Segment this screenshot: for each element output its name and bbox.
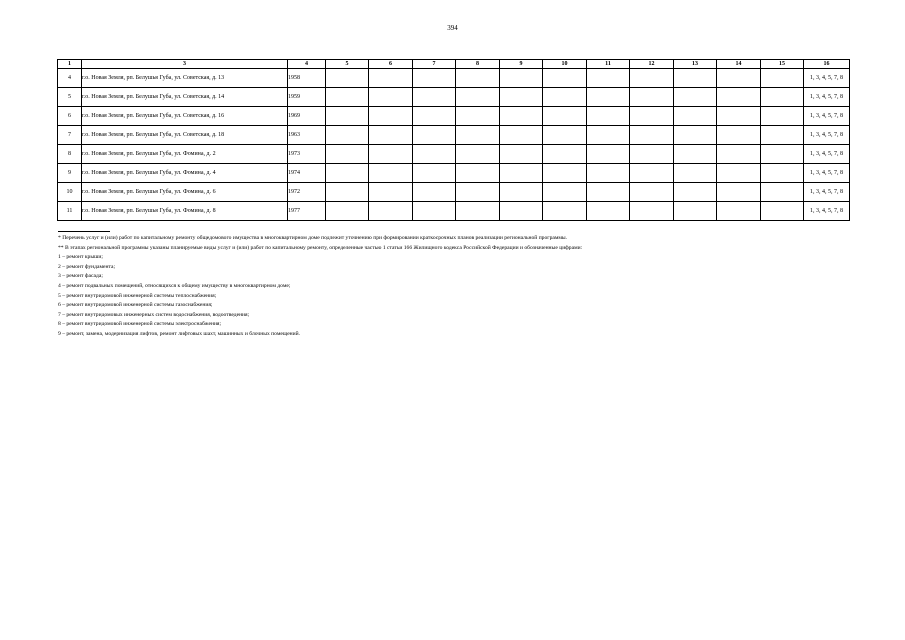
- column-header: 12: [630, 60, 674, 69]
- address-cell: г.о. Новая Земля, рп. Белушья Губа, ул. Советская, д. 16: [82, 107, 288, 126]
- row-number-cell: 6: [58, 107, 82, 126]
- year-cell: 1959: [288, 88, 326, 107]
- work-type-legend: [58, 253, 798, 339]
- empty-period-cell: [674, 126, 717, 145]
- empty-period-cell: [717, 126, 761, 145]
- column-header: 9: [500, 60, 543, 69]
- legend-item: 4 – ремонт подвальных помещений, относящихся к общему имуществу в многоквартирном доме;: [58, 282, 291, 289]
- empty-period-cell: [630, 126, 674, 145]
- empty-period-cell: [543, 183, 587, 202]
- table-header-row: [58, 60, 850, 69]
- empty-period-cell: [413, 88, 456, 107]
- legend-item: 6 – ремонт внутридомовой инженерной системы газоснабжения;: [58, 302, 213, 309]
- empty-period-cell: [543, 69, 587, 88]
- year-cell: 1958: [288, 69, 326, 88]
- work-types-cell: 1, 3, 4, 5, 7, 8: [804, 183, 850, 202]
- empty-period-cell: [543, 107, 587, 126]
- empty-period-cell: [500, 202, 543, 221]
- legend-item: 7 – ремонт внутридомовых инженерных систем водоснабжения, водоотведения;: [58, 311, 250, 318]
- empty-period-cell: [413, 183, 456, 202]
- legend-item: 9 – ремонт, замена, модернизация лифтов, ремонт лифтовых шахт, машинных и блочных помещений.: [58, 330, 301, 337]
- empty-period-cell: [761, 126, 804, 145]
- column-header: 16: [804, 60, 850, 69]
- empty-period-cell: [543, 145, 587, 164]
- empty-period-cell: [587, 126, 630, 145]
- empty-period-cell: [456, 107, 500, 126]
- legend-item: 2 – ремонт фундамента;: [58, 263, 116, 270]
- table-row: [58, 69, 850, 88]
- empty-period-cell: [500, 88, 543, 107]
- column-header: 14: [717, 60, 761, 69]
- year-cell: 1963: [288, 126, 326, 145]
- empty-period-cell: [587, 202, 630, 221]
- column-header: 6: [369, 60, 413, 69]
- empty-period-cell: [456, 69, 500, 88]
- empty-period-cell: [587, 183, 630, 202]
- empty-period-cell: [326, 88, 369, 107]
- column-header: 4: [288, 60, 326, 69]
- empty-period-cell: [674, 145, 717, 164]
- empty-period-cell: [456, 183, 500, 202]
- footnote-scope: * Перечень услуг и (или) работ по капитальному ремонту общедомового имущества в многоквартирном доме подлежит уточнению при формировании краткосрочных планов реализации региональной программы.: [58, 235, 568, 241]
- empty-period-cell: [674, 88, 717, 107]
- empty-period-cell: [456, 202, 500, 221]
- footnotes: [58, 234, 798, 340]
- table-row: [58, 107, 850, 126]
- legend-item: 5 – ремонт внутридомовой инженерной системы теплоснабжения;: [58, 292, 217, 299]
- empty-period-cell: [500, 69, 543, 88]
- empty-period-cell: [456, 126, 500, 145]
- empty-period-cell: [326, 126, 369, 145]
- empty-period-cell: [326, 202, 369, 221]
- empty-period-cell: [456, 145, 500, 164]
- address-cell: г.о. Новая Земля, рп. Белушья Губа, ул. Фомина, д. 4: [82, 164, 288, 183]
- empty-period-cell: [674, 183, 717, 202]
- row-number-cell: 11: [58, 202, 82, 221]
- empty-period-cell: [674, 69, 717, 88]
- year-cell: 1972: [288, 183, 326, 202]
- footnote-work-types: ** В этапах региональной программы указаны планируемые виды услуг и (или) работ по капитальному ремонту, определенные частью 1 статьи 166 Жилищного кодекса Российской Федерации и обозначенные цифрами:: [58, 244, 583, 251]
- empty-period-cell: [369, 107, 413, 126]
- empty-period-cell: [761, 69, 804, 88]
- empty-period-cell: [500, 183, 543, 202]
- empty-period-cell: [326, 145, 369, 164]
- empty-period-cell: [761, 164, 804, 183]
- empty-period-cell: [587, 164, 630, 183]
- table-row: [58, 202, 850, 221]
- table-row: [58, 126, 850, 145]
- legend-item: 8 – ремонт внутридомовой инженерной системы электроснабжения;: [58, 321, 222, 328]
- legend-item: 1 – ремонт крыши;: [58, 254, 103, 261]
- empty-period-cell: [761, 202, 804, 221]
- work-types-cell: 1, 3, 4, 5, 7, 8: [804, 88, 850, 107]
- empty-period-cell: [717, 183, 761, 202]
- column-header: 7: [413, 60, 456, 69]
- empty-period-cell: [413, 164, 456, 183]
- table-row: [58, 183, 850, 202]
- empty-period-cell: [500, 164, 543, 183]
- empty-period-cell: [369, 183, 413, 202]
- empty-period-cell: [674, 107, 717, 126]
- empty-period-cell: [500, 145, 543, 164]
- empty-period-cell: [413, 145, 456, 164]
- column-header: 8: [456, 60, 500, 69]
- empty-period-cell: [717, 145, 761, 164]
- row-number-cell: 4: [58, 69, 82, 88]
- empty-period-cell: [413, 202, 456, 221]
- empty-period-cell: [543, 164, 587, 183]
- address-cell: г.о. Новая Земля, рп. Белушья Губа, ул. Советская, д. 13: [82, 69, 288, 88]
- page-number: 394: [447, 24, 458, 32]
- empty-period-cell: [413, 69, 456, 88]
- column-header: 3: [82, 60, 288, 69]
- empty-period-cell: [326, 183, 369, 202]
- empty-period-cell: [717, 88, 761, 107]
- table-body: [58, 69, 850, 221]
- empty-period-cell: [717, 107, 761, 126]
- empty-period-cell: [630, 145, 674, 164]
- empty-period-cell: [630, 183, 674, 202]
- year-cell: 1969: [288, 107, 326, 126]
- address-cell: г.о. Новая Земля, рп. Белушья Губа, ул. Фомина, д. 8: [82, 202, 288, 221]
- empty-period-cell: [674, 164, 717, 183]
- work-types-cell: 1, 3, 4, 5, 7, 8: [804, 202, 850, 221]
- empty-period-cell: [456, 164, 500, 183]
- empty-period-cell: [456, 88, 500, 107]
- empty-period-cell: [761, 183, 804, 202]
- row-number-cell: 10: [58, 183, 82, 202]
- empty-period-cell: [587, 145, 630, 164]
- address-cell: г.о. Новая Земля, рп. Белушья Губа, ул. Советская, д. 18: [82, 126, 288, 145]
- empty-period-cell: [717, 164, 761, 183]
- empty-period-cell: [543, 202, 587, 221]
- column-header: 1: [58, 60, 82, 69]
- column-header: 10: [543, 60, 587, 69]
- legend-item: 3 – ремонт фасада;: [58, 273, 103, 280]
- empty-period-cell: [326, 69, 369, 88]
- address-cell: г.о. Новая Земля, рп. Белушья Губа, ул. Фомина, д. 2: [82, 145, 288, 164]
- work-types-cell: 1, 3, 4, 5, 7, 8: [804, 145, 850, 164]
- address-cell: г.о. Новая Земля, рп. Белушья Губа, ул. Советская, д. 14: [82, 88, 288, 107]
- empty-period-cell: [761, 107, 804, 126]
- empty-period-cell: [369, 69, 413, 88]
- empty-period-cell: [630, 69, 674, 88]
- year-cell: 1977: [288, 202, 326, 221]
- empty-period-cell: [630, 202, 674, 221]
- empty-period-cell: [369, 145, 413, 164]
- empty-period-cell: [369, 126, 413, 145]
- empty-period-cell: [630, 164, 674, 183]
- row-number-cell: 7: [58, 126, 82, 145]
- empty-period-cell: [674, 202, 717, 221]
- work-types-cell: 1, 3, 4, 5, 7, 8: [804, 126, 850, 145]
- empty-period-cell: [587, 88, 630, 107]
- work-types-cell: 1, 3, 4, 5, 7, 8: [804, 107, 850, 126]
- table-row: [58, 145, 850, 164]
- footnote-separator: [58, 231, 110, 232]
- empty-period-cell: [587, 107, 630, 126]
- column-header: 5: [326, 60, 369, 69]
- empty-period-cell: [587, 69, 630, 88]
- table-row: [58, 164, 850, 183]
- table-row: [58, 88, 850, 107]
- address-cell: г.о. Новая Земля, рп. Белушья Губа, ул. Фомина, д. 6: [82, 183, 288, 202]
- empty-period-cell: [717, 202, 761, 221]
- empty-period-cell: [369, 202, 413, 221]
- row-number-cell: 5: [58, 88, 82, 107]
- year-cell: 1974: [288, 164, 326, 183]
- empty-period-cell: [413, 126, 456, 145]
- empty-period-cell: [717, 69, 761, 88]
- empty-period-cell: [630, 88, 674, 107]
- column-header: 11: [587, 60, 630, 69]
- row-number-cell: 8: [58, 145, 82, 164]
- empty-period-cell: [326, 107, 369, 126]
- work-types-cell: 1, 3, 4, 5, 7, 8: [804, 164, 850, 183]
- column-header: 13: [674, 60, 717, 69]
- empty-period-cell: [630, 107, 674, 126]
- column-header: 15: [761, 60, 804, 69]
- empty-period-cell: [369, 164, 413, 183]
- empty-period-cell: [543, 126, 587, 145]
- empty-period-cell: [413, 107, 456, 126]
- empty-period-cell: [543, 88, 587, 107]
- year-cell: 1973: [288, 145, 326, 164]
- row-number-cell: 9: [58, 164, 82, 183]
- empty-period-cell: [326, 164, 369, 183]
- empty-period-cell: [500, 107, 543, 126]
- empty-period-cell: [369, 88, 413, 107]
- empty-period-cell: [500, 126, 543, 145]
- work-types-cell: 1, 3, 4, 5, 7, 8: [804, 69, 850, 88]
- empty-period-cell: [761, 88, 804, 107]
- empty-period-cell: [761, 145, 804, 164]
- capital-repair-table: [57, 59, 850, 221]
